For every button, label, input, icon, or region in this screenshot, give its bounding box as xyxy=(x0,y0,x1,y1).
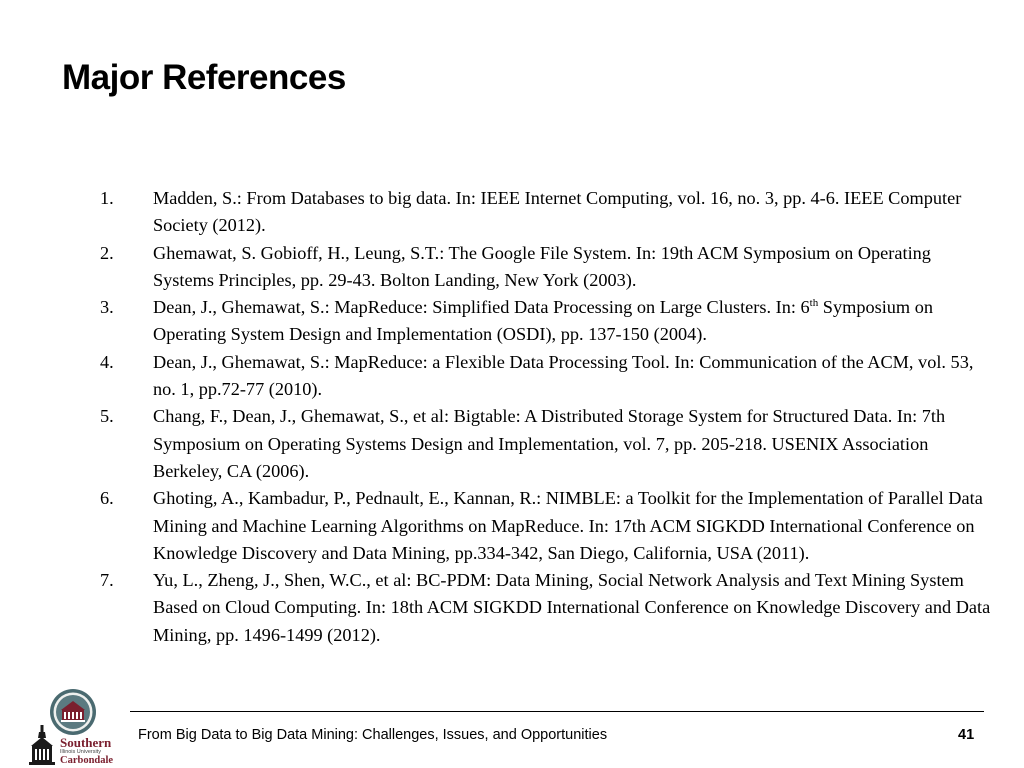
reference-number: 3. xyxy=(100,297,114,318)
reference-item xyxy=(100,185,995,240)
reference-item xyxy=(100,567,995,649)
reference-text: Ghoting, A., Kambadur, P., Pednault, E., Kannan, R.: NIMBLE: a Toolkit for the Implementation of Parallel Data Mining and Machine Learning Algorithms on MapReduce. In: 17th ACM SIGKDD International Conference on Knowledge Discovery and Data Mining, pp.334-342, San Diego, California, USA (2011). xyxy=(153,488,983,563)
reference-number: 4. xyxy=(100,351,114,372)
reference-list xyxy=(100,185,995,649)
footer-divider xyxy=(130,711,984,712)
reference-number: 6. xyxy=(100,488,114,509)
reference-item xyxy=(100,294,995,349)
slide-title: Major References xyxy=(62,58,346,97)
reference-text: Dean, J., Ghemawat, S.: MapReduce: a Flexible Data Processing Tool. In: Communication of the ACM, vol. 53, no. 1, pp.72-77 (2010). xyxy=(153,351,974,400)
reference-item xyxy=(100,403,995,485)
reference-item xyxy=(100,349,995,404)
reference-text: Chang, F., Dean, J., Ghemawat, S., et al: Bigtable: A Distributed Storage System for Structured Data. In: 7th Symposium on Operating Systems Design and Implementation, vol. 7, pp. 205-218. USENIX Association Berkeley, CA (2006). xyxy=(153,406,946,481)
university-building-icon xyxy=(26,724,58,766)
footer-title: From Big Data to Big Data Mining: Challenges, Issues, and Opportunities xyxy=(138,727,608,743)
reference-text-part: Dean, J., Ghemawat, S.: MapReduce: Simplified Data Processing on Large Clusters. In: 6 xyxy=(153,297,810,318)
reference-number: 5. xyxy=(100,406,114,427)
reference-number: 1. xyxy=(100,188,114,208)
reference-item xyxy=(100,485,995,567)
reference-number: 7. xyxy=(100,570,114,591)
page-number: 41 xyxy=(958,727,975,743)
wordmark-southern: Southern xyxy=(60,735,112,750)
wordmark-carbondale: Carbondale xyxy=(60,755,114,766)
reference-text xyxy=(153,297,933,344)
reference-text-part: Symposium on Operating System Design and Implementation (OSDI), pp. 137-150 (2004). xyxy=(153,297,934,345)
reference-text: Yu, L., Zheng, J., Shen, W.C., et al: BC-PDM: Data Mining, Social Network Analysis and Text Mining System Based on Cloud Computing. In: 18th ACM SIGKDD International Conference on Knowledge Discovery and Data Mining, pp. 1496-1499 (2012). xyxy=(153,570,991,645)
reference-number: 2. xyxy=(100,242,114,263)
reference-text: Ghemawat, S. Gobioff, H., Leung, S.T.: The Google File System. In: 19th ACM Symposium on Operating Systems Principles, pp. 29-43. Bolton Landing, New York (2003). xyxy=(153,242,931,290)
reference-item xyxy=(100,240,995,295)
ordinal-superscript: th xyxy=(809,297,819,310)
university-wordmark xyxy=(60,736,122,766)
wordmark-illinois-university: Illinois University xyxy=(60,749,101,755)
reference-text: Madden, S.: From Databases to big data. In: IEEE Internet Computing, vol. 16, no. 3, pp. 4-6. IEEE Computer Society (2012). xyxy=(153,188,962,236)
